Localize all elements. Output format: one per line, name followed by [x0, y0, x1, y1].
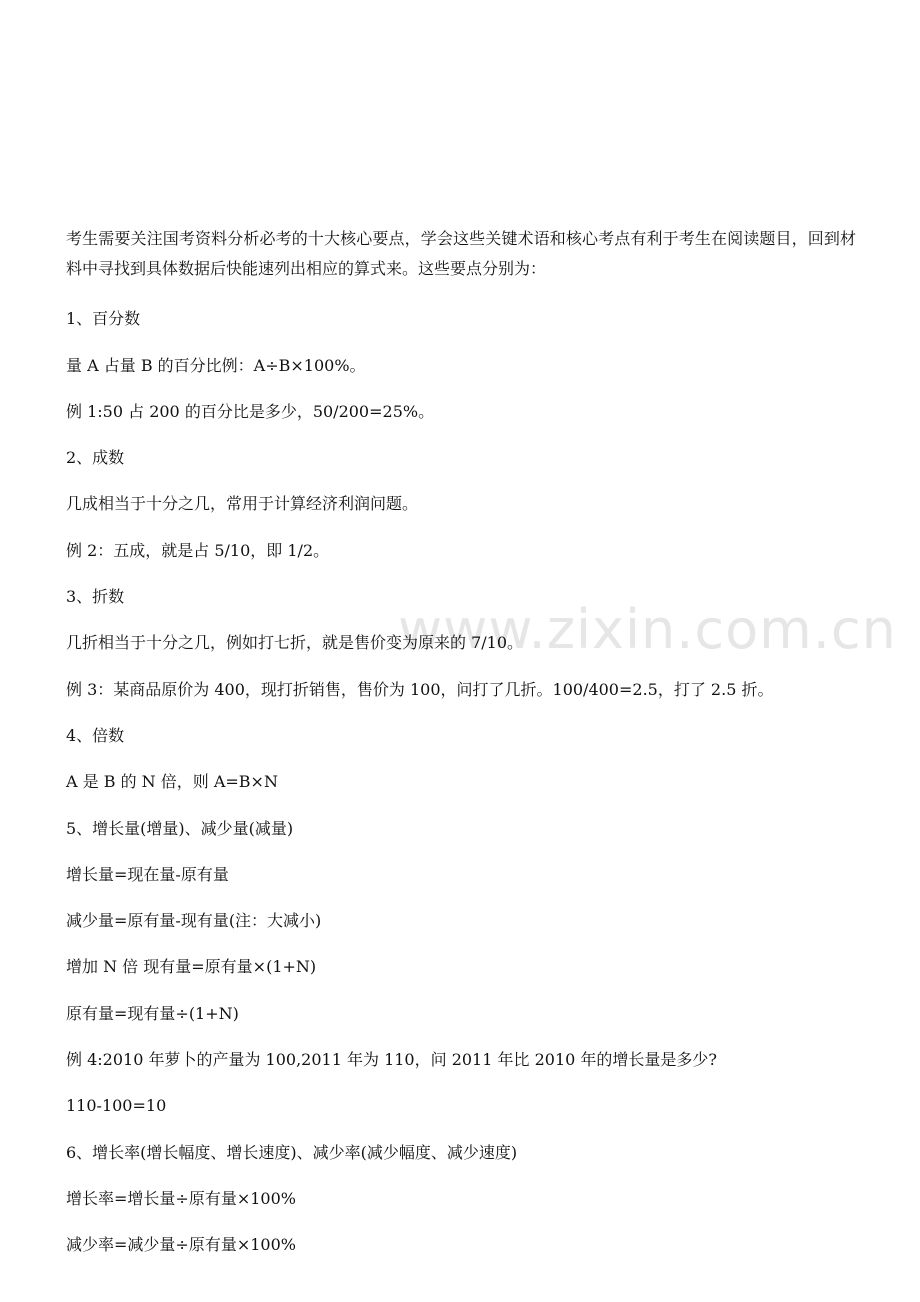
- watermark-text: www.zixin.com.cn: [398, 598, 897, 661]
- formula-increase-amount: 增长量=现在量-原有量: [66, 864, 229, 884]
- example-4: 例 4:2010 年萝卜的产量为 100,2011 年为 110，问 2011 年比 2010 年的增长量是多少?: [66, 1050, 717, 1070]
- formula-decrease-amount: 减少量=原有量-现有量(注：大减小): [66, 911, 322, 931]
- example-2: 例 2：五成，就是占 5/10，即 1/2。: [66, 540, 330, 560]
- intro-paragraph: 考生需要关注国考资料分析必考的十大核心要点，学会这些关键术语和核心考点有利于考生在阅读题目，回到材料中寻找到具体数据后快能速列出相应的算式来。这些要点分别为：: [66, 229, 856, 278]
- definition-discount: 几折相当于十分之几，例如打七折，就是售价变为原来的 7/10。: [66, 633, 524, 653]
- heading-cheng: 2、成数: [66, 448, 125, 468]
- heading-multiple: 4、倍数: [66, 725, 125, 745]
- formula-original-amount: 原有量=现有量÷(1+N): [66, 1003, 239, 1023]
- example-1: 例 1:50 占 200 的百分比是多少，50/200=25%。: [66, 401, 435, 421]
- definition-cheng: 几成相当于十分之几，常用于计算经济利润问题。: [66, 494, 419, 514]
- document-body: [66, 224, 856, 1256]
- example-4-answer: 110-100=10: [66, 1096, 167, 1116]
- formula-growth-rate: 增长率=增长量÷原有量×100%: [66, 1188, 296, 1208]
- example-3: 例 3：某商品原价为 400，现打折销售，售价为 100，问打了几折。100/400=2.5，打了 2.5 折。: [66, 679, 774, 699]
- heading-percentage: 1、百分数: [66, 309, 141, 329]
- formula-percentage: 量 A 占量 B 的百分比例：A÷B×100%。: [66, 355, 366, 375]
- heading-growth-rate: 6、增长率(增长幅度、增长速度)、减少率(减少幅度、减少速度): [66, 1142, 518, 1162]
- formula-decrease-rate: 减少率=减少量÷原有量×100%: [66, 1235, 296, 1255]
- heading-increase-amount: 5、增长量(增量)、减少量(减量): [66, 818, 294, 838]
- heading-discount: 3、折数: [66, 587, 125, 607]
- formula-multiple: A 是 B 的 N 倍，则 A=B×N: [66, 772, 278, 792]
- formula-increase-n-times: 增加 N 倍 现有量=原有量×(1+N): [66, 957, 317, 977]
